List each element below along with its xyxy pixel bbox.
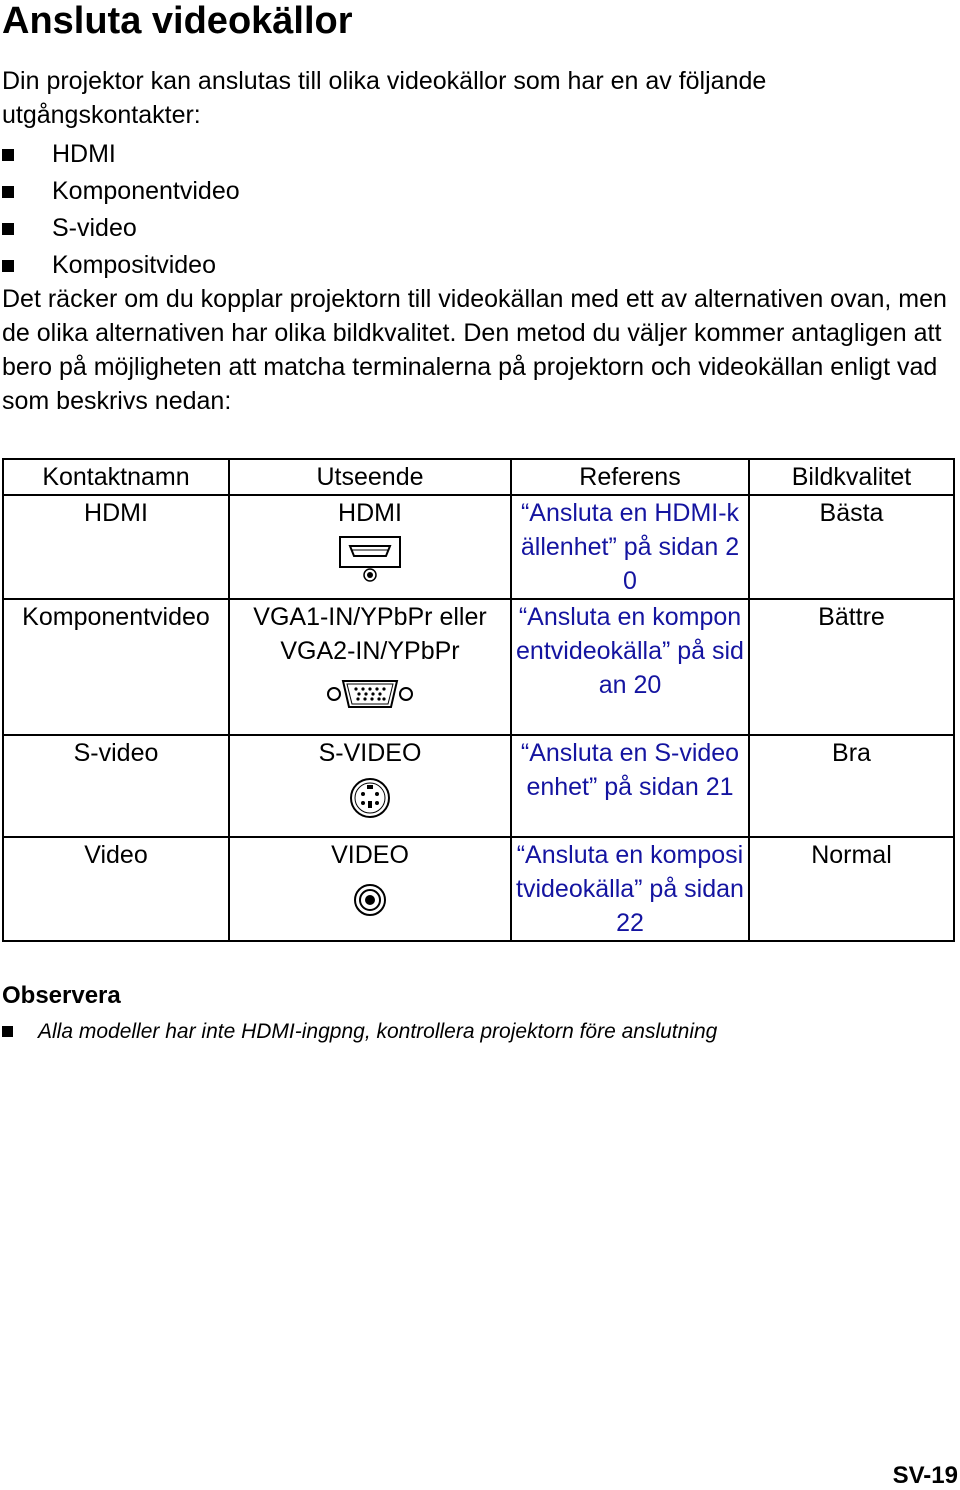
connector-appearance — [229, 837, 511, 941]
table-row — [3, 599, 954, 735]
connector-appearance — [229, 495, 511, 599]
table-row — [3, 495, 954, 599]
header-appearance: Utseende — [229, 459, 511, 495]
reference-link[interactable]: “Ansluta en komponentvideokälla” på sidan 20 — [511, 599, 749, 735]
table-row — [3, 735, 954, 837]
connector-appearance — [229, 735, 511, 837]
header-quality: Bildkvalitet — [749, 459, 954, 495]
note-text: Alla modeller har inte HDMI-ingpng, kontrollera projektorn före anslutning — [38, 1020, 718, 1043]
table-row — [3, 837, 954, 941]
body-paragraph: Det räcker om du kopplar projektorn till videokällan med ett av alternativen ovan, men de olika alternativen har olika bildkvalitet. Den metod du väljer kommer antagligen att bero på möjligheten att matcha terminalerna på projektorn och videokällan enligt vad som beskrivs nedan: — [2, 285, 947, 415]
intro-text: Din projektor kan anslutas till olika videokällor som har en av följande utgångskontakter: — [2, 67, 767, 129]
connector-name: S-video — [3, 735, 229, 837]
list-item-label: Komponentvideo — [52, 177, 240, 205]
list-item-label: HDMI — [52, 140, 116, 168]
list-item — [2, 1017, 717, 1047]
rca-video-port-icon — [350, 880, 390, 920]
page-number: SV-19 — [892, 1462, 958, 1489]
list-item-label: S-video — [52, 214, 137, 242]
square-bullet-icon — [2, 223, 14, 235]
appearance-label: S-VIDEO — [318, 739, 422, 767]
reference-link[interactable]: “Ansluta en S-videoenhet” på sidan 21 — [511, 735, 749, 837]
note-list — [2, 1017, 717, 1047]
appearance-label-line2: VGA2-IN/YPbPr — [280, 637, 460, 665]
table-header-row — [3, 459, 954, 495]
list-item-label: Kompositvideo — [52, 251, 216, 279]
header-reference: Referens — [511, 459, 749, 495]
quality-value: Bättre — [749, 599, 954, 735]
appearance-label: HDMI — [338, 499, 402, 527]
square-bullet-icon — [2, 1026, 13, 1037]
quality-value: Bästa — [749, 495, 954, 599]
reference-link[interactable]: “Ansluta en HDMI-källenhet” på sidan 20 — [511, 495, 749, 599]
list-item — [2, 247, 240, 284]
source-list — [2, 136, 240, 284]
square-bullet-icon — [2, 186, 14, 198]
page-title: Ansluta videokällor — [2, 0, 353, 42]
connector-name: Video — [3, 837, 229, 941]
quality-value: Normal — [749, 837, 954, 941]
note-heading: Observera — [2, 982, 121, 1009]
connector-table — [2, 458, 955, 942]
list-item — [2, 210, 240, 247]
list-item — [2, 136, 240, 173]
vga-port-icon — [324, 674, 416, 714]
hdmi-port-icon — [338, 534, 402, 584]
square-bullet-icon — [2, 149, 14, 161]
square-bullet-icon — [2, 260, 14, 272]
connector-name: HDMI — [3, 495, 229, 599]
list-item — [2, 173, 240, 210]
appearance-label-line1: VGA1-IN/YPbPr eller — [253, 603, 487, 631]
quality-value: Bra — [749, 735, 954, 837]
connector-name: Komponentvideo — [3, 599, 229, 735]
appearance-label: VIDEO — [331, 841, 409, 869]
header-connector-name: Kontaktnamn — [3, 459, 229, 495]
svideo-port-icon — [346, 774, 394, 822]
reference-link[interactable]: “Ansluta en kompositvideokälla” på sidan 22 — [511, 837, 749, 941]
connector-appearance — [229, 599, 511, 735]
